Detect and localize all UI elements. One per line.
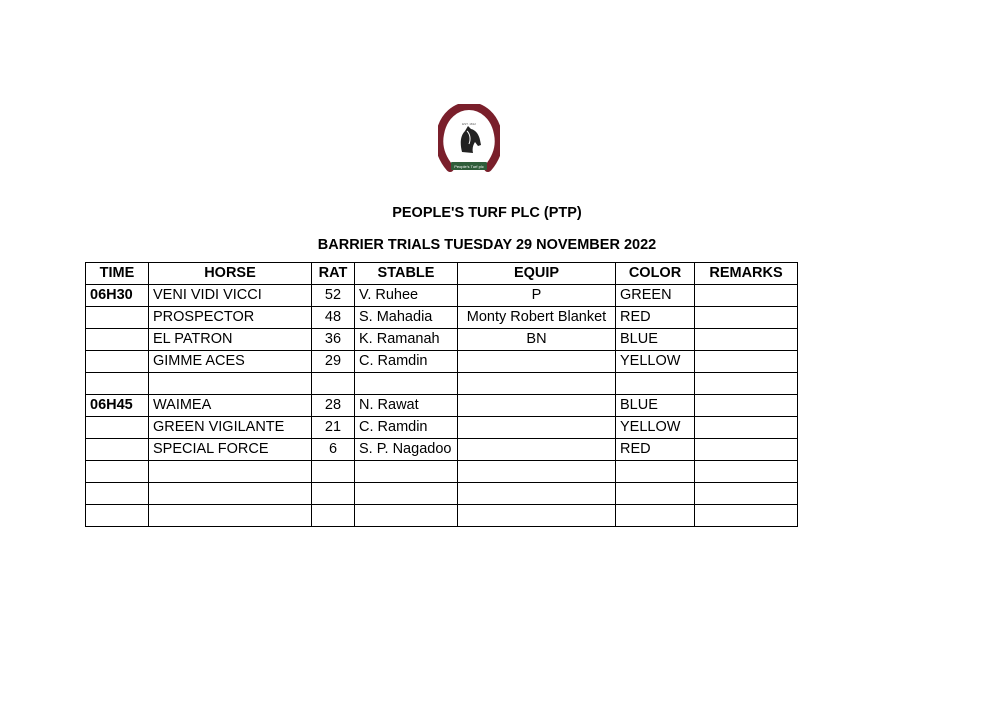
cell-remarks bbox=[695, 417, 798, 439]
cell-stable bbox=[355, 505, 458, 527]
col-header-time: TIME bbox=[86, 263, 149, 285]
cell-rat bbox=[312, 483, 355, 505]
cell-color: GREEN bbox=[616, 285, 695, 307]
table-row bbox=[86, 285, 798, 307]
table-row bbox=[86, 483, 798, 505]
table-row bbox=[86, 439, 798, 461]
logo-top-text: PTP bbox=[462, 112, 476, 119]
cell-equip: P bbox=[458, 285, 616, 307]
cell-color: RED bbox=[616, 439, 695, 461]
cell-color bbox=[616, 505, 695, 527]
cell-rat: 29 bbox=[312, 351, 355, 373]
cell-color bbox=[616, 373, 695, 395]
table-row bbox=[86, 307, 798, 329]
cell-horse: GREEN VIGILANTE bbox=[149, 417, 312, 439]
table-row bbox=[86, 417, 798, 439]
cell-equip bbox=[458, 351, 616, 373]
cell-rat: 21 bbox=[312, 417, 355, 439]
cell-stable: S. P. Nagadoo bbox=[355, 439, 458, 461]
cell-stable: S. Mahadia bbox=[355, 307, 458, 329]
col-header-color: COLOR bbox=[616, 263, 695, 285]
cell-horse bbox=[149, 373, 312, 395]
cell-horse: VENI VIDI VICCI bbox=[149, 285, 312, 307]
cell-stable bbox=[355, 461, 458, 483]
cell-equip bbox=[458, 505, 616, 527]
header-row bbox=[86, 263, 798, 285]
cell-rat: 36 bbox=[312, 329, 355, 351]
cell-color bbox=[616, 483, 695, 505]
cell-rat: 6 bbox=[312, 439, 355, 461]
cell-horse: GIMME ACES bbox=[149, 351, 312, 373]
cell-rat: 48 bbox=[312, 307, 355, 329]
cell-color bbox=[616, 461, 695, 483]
cell-equip: Monty Robert Blanket bbox=[458, 307, 616, 329]
cell-horse: SPECIAL FORCE bbox=[149, 439, 312, 461]
cell-remarks bbox=[695, 285, 798, 307]
logo-banner-text: People's Turf plc bbox=[454, 164, 484, 169]
col-header-remarks: REMARKS bbox=[695, 263, 798, 285]
cell-remarks bbox=[695, 483, 798, 505]
cell-equip bbox=[458, 461, 616, 483]
cell-color: RED bbox=[616, 307, 695, 329]
cell-time bbox=[86, 307, 149, 329]
company-title: PEOPLE'S TURF PLC (PTP) bbox=[392, 205, 582, 221]
cell-remarks bbox=[695, 505, 798, 527]
cell-rat: 28 bbox=[312, 395, 355, 417]
cell-time bbox=[86, 373, 149, 395]
cell-time bbox=[86, 351, 149, 373]
cell-rat bbox=[312, 373, 355, 395]
cell-remarks bbox=[695, 439, 798, 461]
logo-established: EST. 1812 bbox=[462, 122, 476, 126]
event-title: BARRIER TRIALS TUESDAY 29 NOVEMBER 2022 bbox=[317, 237, 657, 253]
table-row bbox=[86, 329, 798, 351]
cell-rat: 52 bbox=[312, 285, 355, 307]
cell-horse: PROSPECTOR bbox=[149, 307, 312, 329]
col-header-stable: STABLE bbox=[355, 263, 458, 285]
cell-stable: K. Ramanah bbox=[355, 329, 458, 351]
cell-time bbox=[86, 417, 149, 439]
ptp-logo bbox=[438, 104, 500, 176]
cell-equip bbox=[458, 483, 616, 505]
cell-horse bbox=[149, 505, 312, 527]
cell-time bbox=[86, 505, 149, 527]
cell-time: 06H30 bbox=[86, 285, 149, 307]
table-row bbox=[86, 351, 798, 373]
cell-color: BLUE bbox=[616, 395, 695, 417]
cell-horse: EL PATRON bbox=[149, 329, 312, 351]
table-row bbox=[86, 373, 798, 395]
cell-stable: C. Ramdin bbox=[355, 351, 458, 373]
col-header-rat: RAT bbox=[312, 263, 355, 285]
cell-horse bbox=[149, 483, 312, 505]
cell-remarks bbox=[695, 307, 798, 329]
table-row bbox=[86, 395, 798, 417]
cell-time bbox=[86, 329, 149, 351]
cell-color: BLUE bbox=[616, 329, 695, 351]
cell-rat bbox=[312, 505, 355, 527]
cell-remarks bbox=[695, 329, 798, 351]
cell-remarks bbox=[695, 373, 798, 395]
table-row bbox=[86, 461, 798, 483]
cell-equip bbox=[458, 439, 616, 461]
cell-remarks bbox=[695, 351, 798, 373]
cell-equip bbox=[458, 417, 616, 439]
cell-equip bbox=[458, 373, 616, 395]
cell-horse: WAIMEA bbox=[149, 395, 312, 417]
cell-time: 06H45 bbox=[86, 395, 149, 417]
cell-equip bbox=[458, 395, 616, 417]
cell-stable bbox=[355, 483, 458, 505]
cell-stable: V. Ruhee bbox=[355, 285, 458, 307]
barrier-trials-table bbox=[85, 262, 798, 527]
cell-time bbox=[86, 483, 149, 505]
cell-horse bbox=[149, 461, 312, 483]
cell-time bbox=[86, 461, 149, 483]
cell-equip: BN bbox=[458, 329, 616, 351]
table-row bbox=[86, 505, 798, 527]
cell-color: YELLOW bbox=[616, 351, 695, 373]
cell-stable: C. Ramdin bbox=[355, 417, 458, 439]
cell-stable: N. Rawat bbox=[355, 395, 458, 417]
cell-rat bbox=[312, 461, 355, 483]
cell-color: YELLOW bbox=[616, 417, 695, 439]
col-header-equip: EQUIP bbox=[458, 263, 616, 285]
cell-stable bbox=[355, 373, 458, 395]
cell-time bbox=[86, 439, 149, 461]
cell-remarks bbox=[695, 395, 798, 417]
col-header-horse: HORSE bbox=[149, 263, 312, 285]
cell-remarks bbox=[695, 461, 798, 483]
